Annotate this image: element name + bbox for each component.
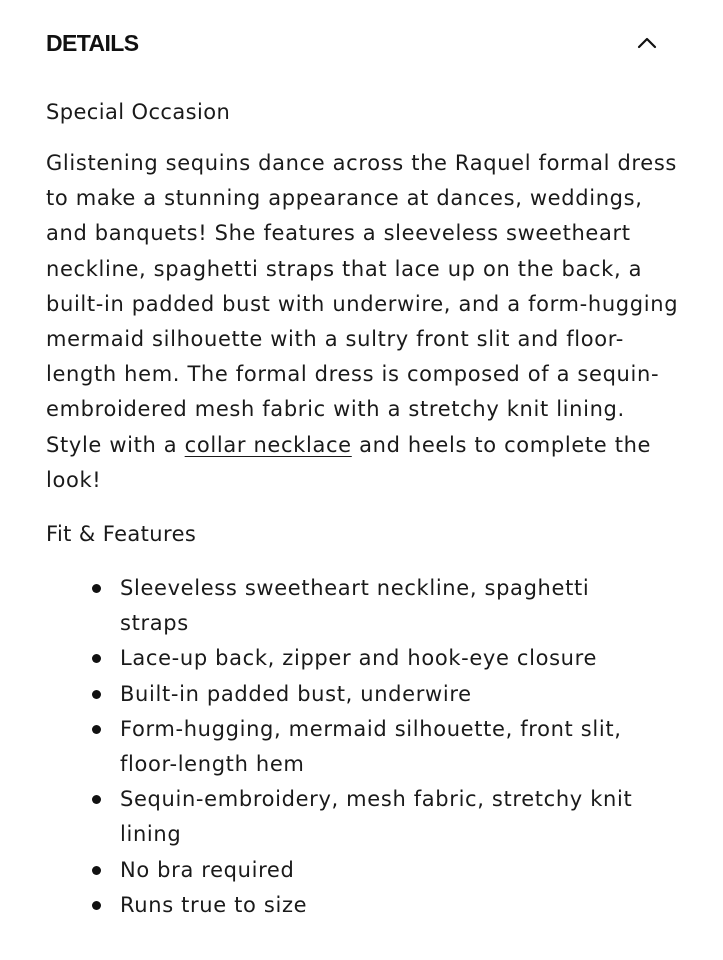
bullet-icon [92, 654, 101, 663]
list-item-text: Sleeveless sweetheart neckline, spaghetti straps [120, 576, 590, 636]
list-item-text: Runs true to size [120, 892, 308, 917]
description-text: Glistening sequins dance across the Raquel formal dress to make a stunning appearance at dances, weddings, and banquets! She features a sleeveless sweetheart neckline, spaghetti straps that lace up on the back, a built-in padded bust with underwire, and a form-hugging mermaid silhouette with a sultry front slit and floor-length hem. The formal dress is composed of a sequin-embroidered mesh fabric with a stretchy knit lining. Style with a [46, 151, 679, 457]
list-item-text: Sequin-embroidery, mesh fabric, stretchy knit lining [120, 787, 633, 847]
list-item-text: Form-hugging, mermaid silhouette, front slit, floor-length hem [120, 716, 622, 777]
list-item-text: Built-in padded bust, underwire [120, 681, 472, 706]
list-item [120, 571, 660, 641]
list-item [120, 782, 660, 852]
list-item [120, 853, 660, 888]
list-item [120, 712, 660, 782]
list-item [120, 677, 660, 712]
product-description [46, 146, 686, 498]
bullet-icon [92, 901, 101, 910]
features-list [46, 571, 686, 923]
list-item-text: No bra required [120, 857, 295, 882]
details-header[interactable] [46, 26, 666, 62]
bullet-icon [92, 584, 101, 593]
bullet-icon [92, 795, 101, 804]
list-item-text: Lace-up back, zipper and hook-eye closure [120, 646, 598, 671]
bullet-icon [92, 866, 101, 875]
list-item [120, 888, 660, 923]
list-item [120, 641, 660, 676]
details-content [46, 96, 686, 923]
fit-features-heading: Fit & Features [46, 522, 197, 547]
chevron-up-icon[interactable] [636, 32, 658, 54]
description-text-end: and heels to complete the look! [46, 432, 652, 492]
special-occasion-heading: Special Occasion [46, 100, 231, 124]
bullet-icon [92, 725, 101, 734]
section-title: DETAILS [46, 30, 139, 56]
collar-necklace-link[interactable]: collar necklace [184, 432, 352, 457]
bullet-icon [92, 690, 101, 699]
